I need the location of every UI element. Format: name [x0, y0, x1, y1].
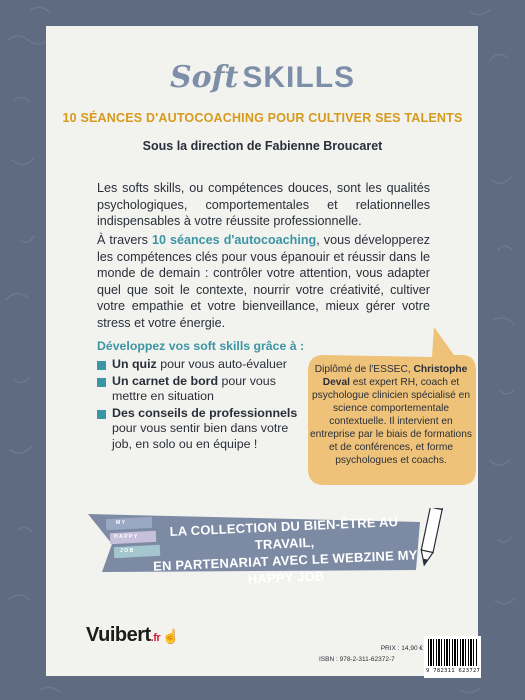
- editor-line: Sous la direction de Fabienne Broucaret: [142, 139, 383, 153]
- list-item: Un quiz pour vous auto-évaluer: [97, 357, 302, 373]
- feature-list: [97, 356, 302, 452]
- tag-happy: HAPPY: [114, 534, 139, 540]
- intro-paragraph: Les softs skills, ou compétences douces, sont les qualités psychologiques, comportementales et relationnelles indispensables à votre réussite professionnelle.: [97, 181, 430, 228]
- isbn-label: ISBN : 978-2-311-62372-7: [319, 656, 395, 663]
- list-item: Des conseils de professionnels pour vous sentir bien dans votre job, en solo ou en équipe !: [97, 406, 302, 453]
- author-bio: Diplômé de l'ESSEC, Christophe Deval est expert RH, coach et psychologue clinicien spécialisé en science comportementale contextuelle. Il intervient en entreprise par le biais de formations et de conférences, et forme psychologues et coachs.: [310, 364, 472, 466]
- price-label: PRIX : 14,90 €: [380, 645, 423, 652]
- barcode: [424, 636, 481, 678]
- author-name: Christophe Deval: [322, 364, 468, 388]
- title-caps: SKILLS: [242, 61, 356, 94]
- book-title: [0, 60, 525, 95]
- collection-text: LA COLLECTION DU BIEN-ÊTRE AU TRAVAIL, EN PARTENARIAT AVEC LE WEBZINE MY HAPPY JOB: [152, 514, 418, 587]
- list-item: Un carnet de bord pour vous mettre en situation: [97, 374, 302, 405]
- highlight-text: 10 séances d'autocoaching: [151, 233, 317, 247]
- develop-heading: Développez vos soft skills grâce à :: [97, 339, 305, 353]
- publisher-logo: Vuibert.fr ☝: [86, 624, 180, 646]
- hand-cursor-icon: ☝: [162, 628, 180, 644]
- barcode-bars: [428, 639, 477, 666]
- pencil-icon: [418, 508, 443, 566]
- title-script: Soft: [169, 60, 239, 95]
- book-subtitle: 10 SÉANCES D'AUTOCOACHING POUR CULTIVER SES TALENTS: [62, 111, 463, 125]
- square-bullet-icon: [97, 410, 106, 419]
- square-bullet-icon: [97, 361, 106, 370]
- description-paragraph: À travers 10 séances d'autocoaching, vous développerez les compétences clés pour vous épanouir et réussir dans le monde de demain : contrôler votre attention, vous adapter quel que soit le contexte, nourrir votre créativité, cultiver votre empathie et votre bienveillance, mieux gérer votre stress et votre énergie.: [97, 233, 431, 330]
- square-bullet-icon: [97, 378, 106, 387]
- barcode-number: 9 782311 623727: [426, 668, 481, 674]
- tag-job: JOB: [120, 548, 135, 554]
- tag-my: MY: [116, 520, 127, 526]
